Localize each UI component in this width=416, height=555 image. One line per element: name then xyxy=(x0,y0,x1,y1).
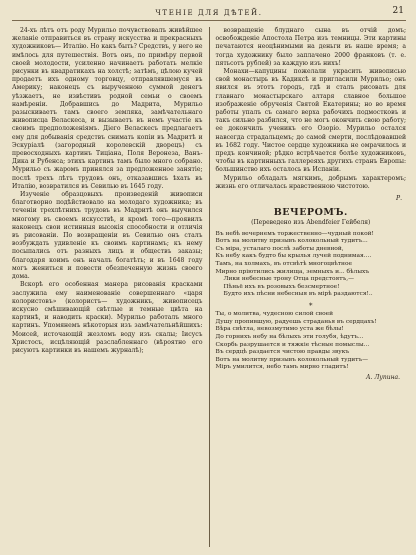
poem-line: Пѣньё ихъ въ розовыхъ безсмертное! xyxy=(223,283,340,290)
poem-line: Вотъ на молитву призывъ колокольный тудитъ— xyxy=(215,356,369,363)
poem-line: Мирно пріютились жилища, земныхъ и... бѣлыхъ xyxy=(215,268,370,275)
poem-signature: А. Лупина. xyxy=(366,373,401,381)
poem-line: Душу пропившую, радуешь страданья въ сердцахъ! xyxy=(215,318,377,325)
poem-line: Будто ихъ пѣсни небесныя въ мірѣ раздаются!.. xyxy=(223,291,373,298)
poem-line: Скорбь разрушается и тяжкіе тѣсные помыслы... xyxy=(215,341,370,348)
poem-line: Съ міра, усталаго послѣ заботы дневной, xyxy=(215,245,344,252)
page-header xyxy=(12,6,406,21)
poem-line: Вотъ на молитву призывъ колокольный тудитъ... xyxy=(215,238,368,245)
paragraph: Изученіе образцовыхъ произведеній живописи благотворно подѣйствовало на молодаго художника; въ теченіи трехлѣтнихъ трудовъ въ Мадритѣ онъ выучился многому въ своемъ искусствѣ, и кромѣ того—проявилъ наконецъ свои истинныя высокія способности и отличія въ рисованіи. По возвращеніи въ Севилью онъ сталъ возбуждать удивленіе къ своимъ картинамъ; къ нему посыпались отъ разныхъ лицъ и обществъ заказы; благодаря коимъ онъ началъ богатѣть; и въ 1648 году могъ жениться и повести обезпеченную жизнь своего дома. xyxy=(12,191,203,281)
paragraph: Вскорѣ его особенная манера рисованія красками заслужила ему наименованіе совершеннаго «царя колористовъ» (колористъ— художникъ, живописецъ искусно смѣшивающій свѣтлые и темные цвѣта на картинѣ, и наводить краски). Мурильо работалъ много картинъ. Упомянемъ нѣкоторыя изъ замѣчательнѣйшихъ: Моисей, источающій жезломъ воду изъ скалы; Іисусъ Христосъ, исцѣляющій разслабленнаго (вѣроятно его рисуютъ картинки въ нашемъ журналѣ); xyxy=(12,281,203,354)
paragraph: Мурильо обладалъ мягкимъ, добрымъ характеромъ; жизнь его отличалась нравственною чистотою. xyxy=(215,174,407,190)
section-separator: * xyxy=(309,302,313,311)
paragraph: Монахи—капуцины пожелали украсить живописью свой монастырь въ Кадиксѣ и пригласили Мурильо; онъ явился въ этотъ городъ, гдѣ и сталъ рисовать для главнаго монастырскаго алтаря славное большое изображеніе обрученія Святой Екатерины; но во время работы упалъ съ самаго верха рабочихъ подмостковъ и такъ сильно разбился, что не могъ окончить свою работу; ее докончилъ ученикъ его Озоріо. Мурильо остался навсегда страдальцемъ; до самой смерти, послѣдовавшей въ 1682 году. Чистое сердце художника не омрачилось и предъ кончиной; рѣдко встрѣчается болѣе художниковъ, чтобы въ картинныхъ галлереяхъ другихъ странъ Европы: большинство ихъ осталось въ Испаніи. xyxy=(215,68,407,174)
poem-line: Вѣра свѣтла, невозмутимо уста же бѣлы! xyxy=(215,326,344,333)
poem-line: Въ сердцѣ раздается чистою правды звукъ xyxy=(215,349,350,356)
running-title: ЧТЕНІЕ ДЛЯ ДѢТЕЙ. xyxy=(155,9,263,17)
poem xyxy=(216,209,407,382)
paragraph: возвращеніе блуднаго сына въ отчій домъ; освобожденіе Апостола Петра изъ темницы. Эти картины печатаются неоцѣнимыми на деньги въ наше время; а тогда художнику было заплачено 2000 франковъ (т. е. пятьсотъ рублей) за каждую изъ нихъ! xyxy=(215,27,407,67)
poem-line: Ты, о молитва, чудесною силой своей xyxy=(215,311,334,318)
poem-subtitle: (Переведено изъ Abendfeier Гейбеля) xyxy=(251,219,371,227)
poem-line: Лики небесные трону Отца предстоятъ,— xyxy=(223,276,355,283)
poem-title: ВЕЧЕРОМЪ. xyxy=(273,207,348,219)
article-signature: Р. xyxy=(395,195,403,203)
poem-line: Міръ умилится, небо тамъ мирно гладитъ! xyxy=(215,364,349,371)
poem-line: Въ небѣ вечернемъ торжественно—чудный покой! xyxy=(215,230,374,237)
right-column xyxy=(210,27,407,547)
paragraph: 24-хъ лѣтъ отъ роду Мурильо почувствовалъ живѣйшее желаніе отправиться въ страну искусства и прекрасныхъ художниковъ— Италію. Но какъ быть? Средствъ, у него не имѣлось для путешествія. Вотъ онъ, по примѣру первой своей молодости, усиленно начинаетъ работать мелкіе рисунки въ квадратикахъ на холстѣ; затѣмъ, цѣлою кучей продаетъ ихъ одному торговцу, отправлявшемуся въ Америку; наконецъ съ вырученною суммой денегъ уѣзжаетъ, не извѣстивъ родной семьи о своемъ намѣреніи. Добравшись до Мадрита, Мурильо разыскиваетъ тамъ своего земляка, замѣчательнаго живописца Веласкеса, и вызываетъ въ немъ участіе къ своимъ предположеніямъ. Діего Веласкесъ предлагаетъ ему для добыванія средствъ снимать копіи въ Мадритѣ и Эскуріалѣ (загородный королевскій дворецъ) съ превосходныхъ картинъ Тиціана, Поля Веронеза, Ванъ-Дика и Рубенса; этихъ картинъ тамъ было много собрано. Мурильо съ жаромъ принялся за предложенное занятіе; послѣ трехъ лѣтъ трудовъ онъ, отказавшись ѣхать въ Италію, возвратился въ Севилью въ 1645 году. xyxy=(12,27,203,190)
poem-line: Тамъ, на холмахъ, въ отсвѣтѣ многоцвѣтное xyxy=(215,261,352,268)
left-column xyxy=(12,27,209,547)
poem-line: Къ небу какъ будто бы крылья лучей поднимая.... xyxy=(215,253,372,260)
two-column-body xyxy=(12,27,406,547)
poem-line: До горнихъ небу на бѣлыхъ эти голубя, ѣдутъ... xyxy=(215,334,364,340)
page-number: 21 xyxy=(392,6,404,16)
